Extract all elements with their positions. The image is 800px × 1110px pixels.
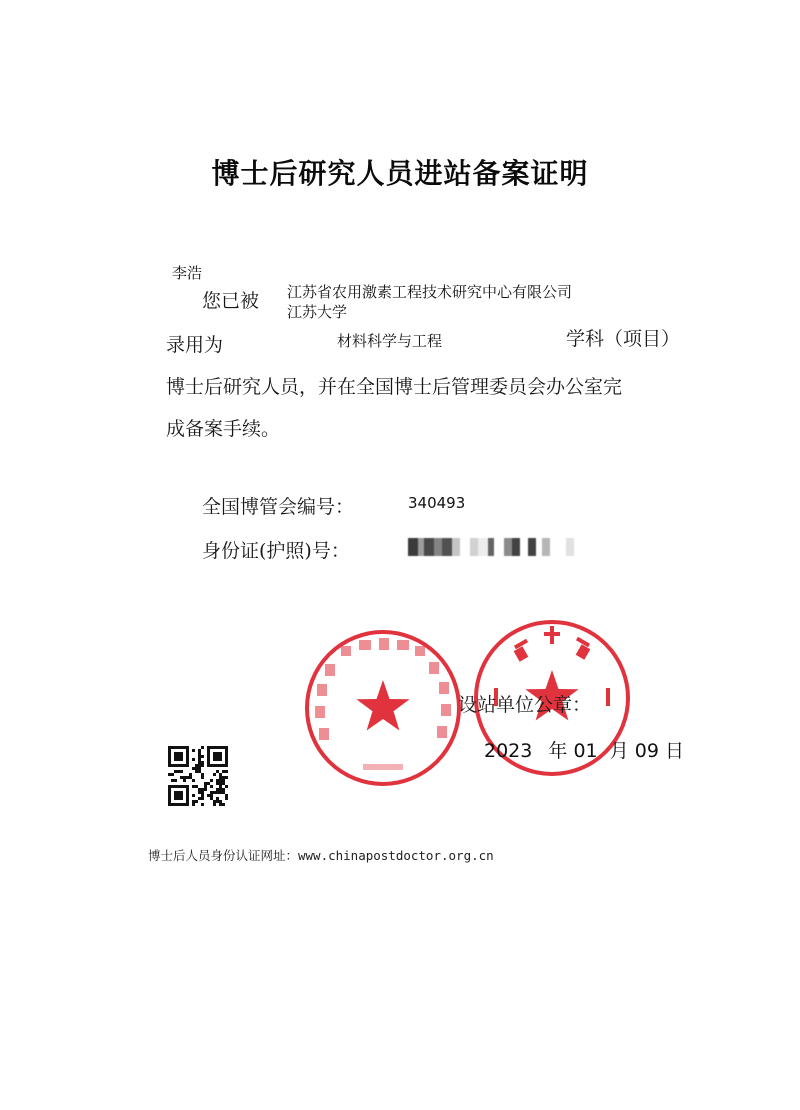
discipline-value: 材料科学与工程 xyxy=(337,332,443,350)
hired-as-label: 录用为 xyxy=(166,334,224,356)
footer-verification-url[interactable]: 博士后人员身份认证网址：www.chinapostdoctor.org.cn xyxy=(148,848,494,863)
body-line-1: 博士后研究人员，并在全国博士后管理委员会办公室完 xyxy=(166,376,623,398)
body-line-2: 成备案手续。 xyxy=(166,418,281,440)
page-title: 博士后研究人员进站备案证明 xyxy=(211,157,589,190)
left-seal-stamp xyxy=(303,628,463,788)
date-month: 01 xyxy=(573,740,598,762)
date-year: 2023 xyxy=(484,740,533,762)
redacted-id-number xyxy=(408,538,586,556)
date-day: 09 xyxy=(634,740,659,762)
date-year-unit: 年 xyxy=(548,740,568,762)
employer-line-1: 江苏省农用激素工程技术研究中心有限公司 xyxy=(287,283,573,301)
left-seal-star-icon xyxy=(356,680,409,731)
seal-label: 设站单位公章： xyxy=(458,694,592,716)
discipline-suffix: 学科（项目） xyxy=(566,328,681,350)
id-label: 身份证(护照)号： xyxy=(202,540,350,562)
date-day-unit: 日 xyxy=(665,740,685,762)
registry-number: 340493 xyxy=(408,494,466,512)
intro-label: 您已被 xyxy=(202,290,260,312)
qr-code-icon[interactable] xyxy=(168,746,228,806)
issue-date xyxy=(484,736,684,763)
registry-label: 全国博管会编号： xyxy=(202,496,355,518)
date-month-unit: 月 xyxy=(609,740,629,762)
employer-line-2: 江苏大学 xyxy=(287,303,348,321)
candidate-name: 李浩 xyxy=(172,264,203,282)
